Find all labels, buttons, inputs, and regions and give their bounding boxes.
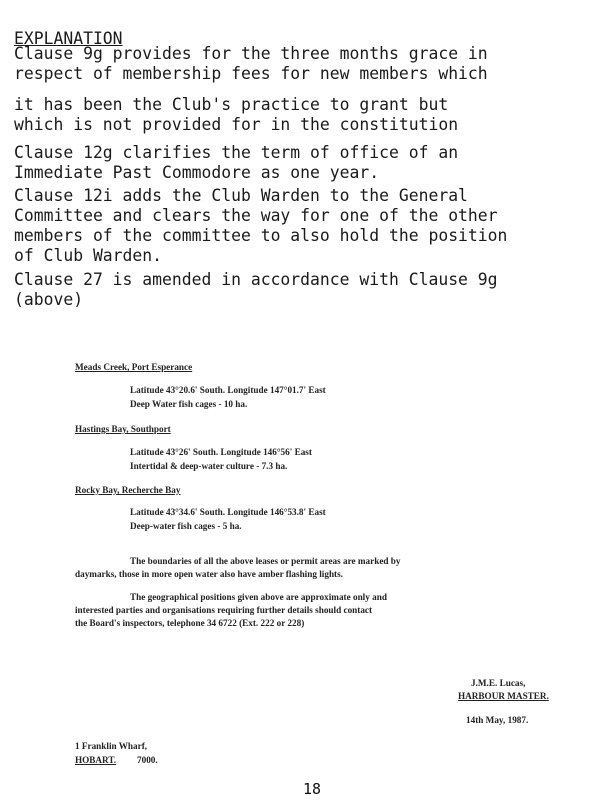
- location-heading: Rocky Bay, Recherche Bay: [75, 485, 181, 495]
- signatory-name: J.M.E. Lucas,: [471, 678, 526, 688]
- paragraph-clause-12i: [14, 186, 507, 266]
- address-line: 1 Franklin Wharf,: [75, 741, 148, 751]
- address-postcode: 7000.: [137, 755, 158, 765]
- boundaries-text-line: daymarks, those in more open water also have amber flashing lights.: [75, 569, 343, 579]
- location-coordinates: Latitude 43°26' South. Longitude 146°56' East: [130, 447, 312, 457]
- text-line: (above): [14, 290, 84, 309]
- text-line: Committee and clears the way for one of the other: [14, 206, 498, 225]
- signatory-title: HARBOUR MASTER.: [458, 691, 549, 701]
- text-line: of Club Warden.: [14, 246, 163, 265]
- text-line: Clause 27 is amended in accordance with Clause 9g: [14, 270, 498, 289]
- text-line: members of the committee to also hold the position: [14, 226, 508, 245]
- paragraph-clause-27: [14, 270, 498, 310]
- text-line: which is not provided for in the constitution: [14, 115, 459, 134]
- text-line: Clause 12g clarifies the term of office of an: [14, 143, 459, 162]
- text-line: Clause 12i adds the Club Warden to the General: [14, 186, 468, 205]
- location-detail: Deep-water fish cages - 5 ha.: [130, 521, 242, 531]
- text-line: respect of membership fees for new members which: [14, 64, 488, 83]
- address-city: HOBART.: [75, 755, 117, 765]
- paragraph-clause-9g: [14, 44, 488, 84]
- text-line: Clause 9g provides for the three months grace in: [14, 44, 488, 63]
- location-detail: Intertidal & deep-water culture - 7.3 ha.: [130, 461, 288, 471]
- positions-text-line: the Board's inspectors, telephone 34 6722 (Ext. 222 or 228): [75, 618, 305, 628]
- location-heading: Hastings Bay, Southport: [75, 424, 171, 434]
- boundaries-text-line: The boundaries of all the above leases or permit areas are marked by: [130, 556, 401, 566]
- location-detail: Deep Water fish cages - 10 ha.: [130, 399, 248, 409]
- text-line: Immediate Past Commodore as one year.: [14, 163, 380, 182]
- paragraph-clause-12g: [14, 143, 458, 183]
- text-line: it has been the Club's practice to grant but: [14, 95, 449, 114]
- location-coordinates: Latitude 43°20.6' South. Longitude 147°01.7' East: [130, 385, 326, 395]
- explanation-heading: EXPLANATION: [14, 29, 123, 48]
- positions-text-line: The geographical positions given above are approximate only and: [130, 592, 387, 602]
- page-number: 18: [303, 780, 322, 798]
- notice-date: 14th May, 1987.: [466, 715, 529, 725]
- paragraph-club-practice: [14, 95, 458, 135]
- location-heading: Meads Creek, Port Esperance: [75, 362, 193, 372]
- positions-text-line: interested parties and organisations requiring further details should contact: [75, 605, 373, 615]
- location-coordinates: Latitude 43°34.6' South. Longitude 146°53.8' East: [130, 507, 326, 517]
